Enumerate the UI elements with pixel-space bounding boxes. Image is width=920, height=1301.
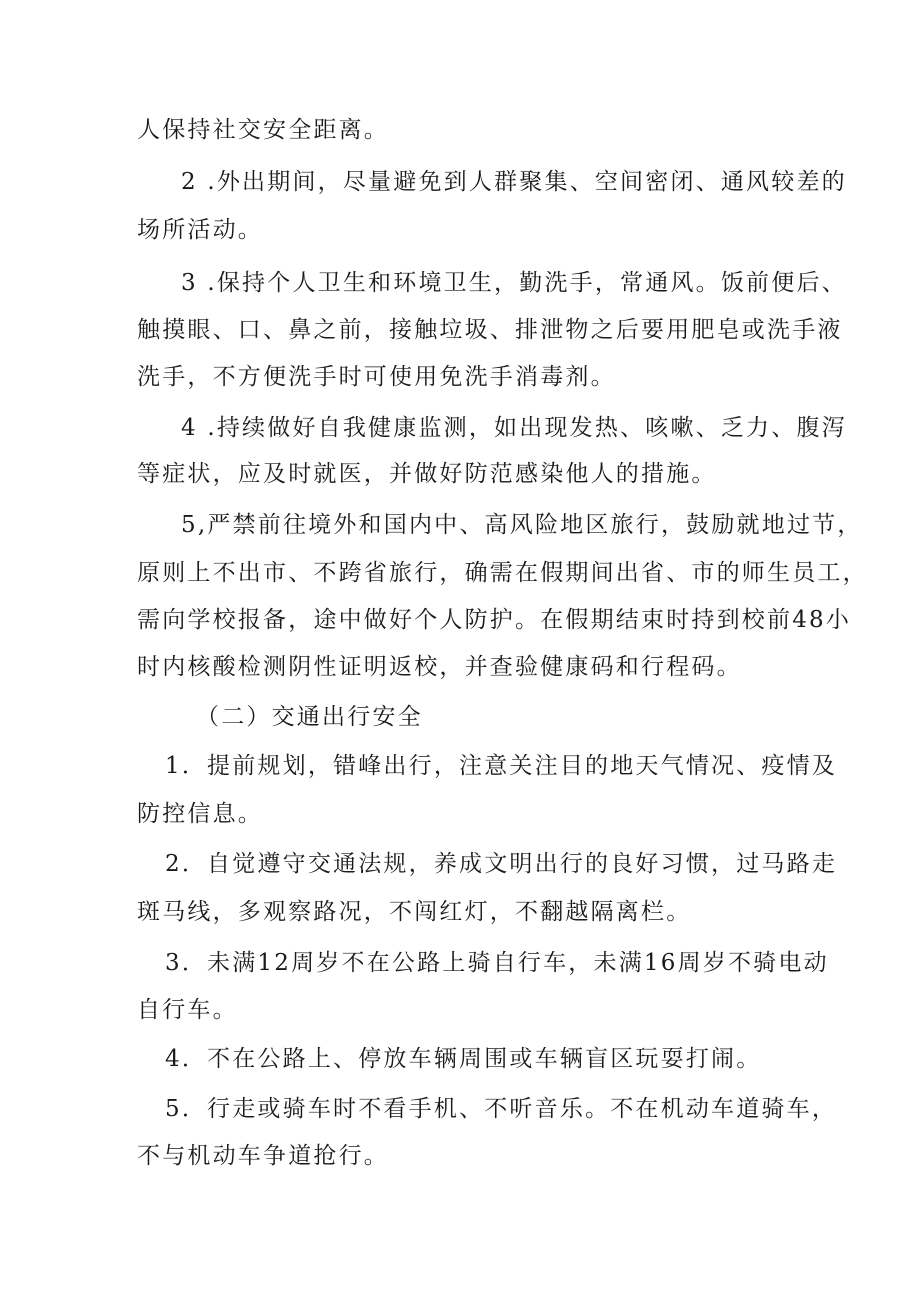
text-line: 4．不在公路上、停放车辆周围或车辆盲区玩耍打闹。 [165, 1046, 762, 1072]
text-line: 人保持社交安全距离。 [137, 117, 389, 143]
text-line: 场所活动。 [137, 217, 263, 243]
text-line: 时内核酸检测阴性证明返校，并查验健康码和行程码。 [137, 654, 742, 680]
text-line: 斑马线，多观察路况，不闯红灯，不翻越隔离栏。 [137, 899, 692, 925]
text-line: 需向学校报备，途中做好个人防护。在假期结束时持到校前48小 [137, 607, 852, 633]
text-line: 等症状，应及时就医，并做好防范感染他人的措施。 [137, 461, 717, 487]
text-line: 4 .持续做好自我健康监测，如出现发热、咳嗽、乏力、腹泻 [181, 415, 847, 441]
text-line: 原则上不出市、不跨省旅行，确需在假期间出省、市的师生员工， [137, 560, 868, 586]
text-line: 自行车。 [137, 997, 238, 1023]
text-line: 1．提前规划，错峰出行，注意关注目的地天气情况、疫情及 [165, 753, 838, 779]
text-line: 防控信息。 [137, 801, 263, 827]
text-line: 触摸眼、口、鼻之前，接触垃圾、排泄物之后要用肥皂或洗手液 [137, 317, 843, 343]
text-line: 不与机动车争道抢行。 [137, 1143, 389, 1169]
text-line: 5,严禁前往境外和国内中、高风险地区旅行，鼓励就地过节， [181, 512, 863, 538]
section-heading: （二）交通出行安全 [196, 704, 423, 730]
text-line: 洗手，不方便洗手时可使用免洗手消毒剂。 [137, 364, 616, 390]
text-line: 3 .保持个人卫生和环境卫生，勤洗手，常通风。饭前便后、 [181, 270, 847, 296]
text-line: 2 .外出期间，尽量避免到人群聚集、空间密闭、通风较差的 [181, 169, 847, 195]
text-line: 2．自觉遵守交通法规，养成文明出行的良好习惯，过马路走 [165, 851, 838, 877]
text-line: 3．未满12周岁不在公路上骑自行车，未满16周岁不骑电动 [165, 950, 829, 976]
text-line: 5．行走或骑车时不看手机、不听音乐。不在机动车道骑车， [165, 1096, 838, 1122]
